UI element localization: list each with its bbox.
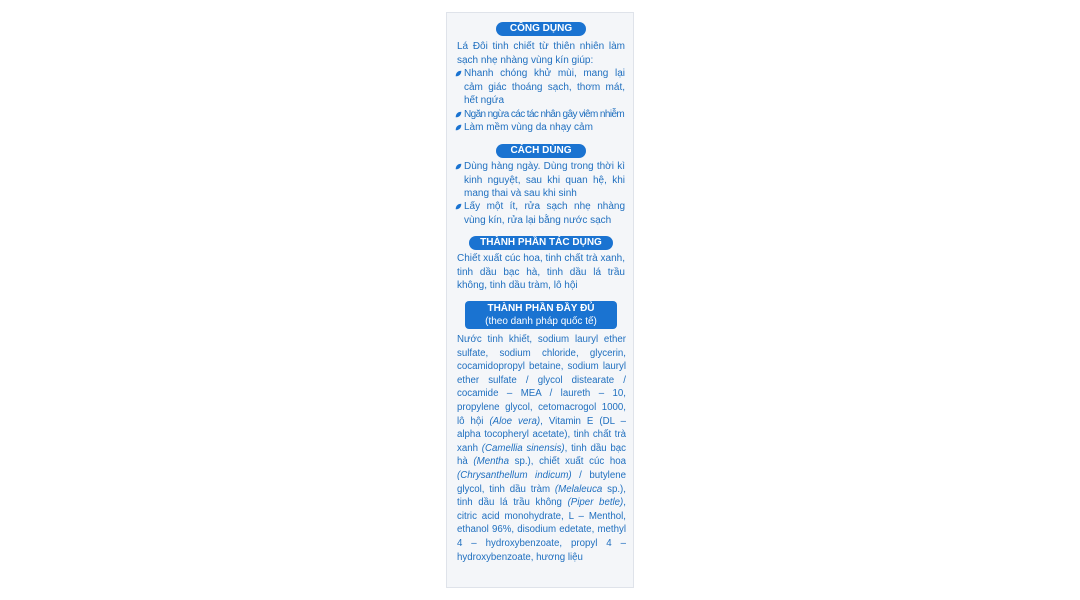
product-label-panel	[446, 12, 634, 588]
ingredient-latin: (Melaleuca	[554, 483, 603, 495]
cong-dung-bullet	[464, 121, 625, 135]
leaf-icon	[455, 163, 462, 170]
thanh-phan-day-du-text	[457, 333, 626, 564]
cong-dung-bullet-text: Nhanh chóng khử mùi, mang lại cảm giác thoáng sạch, thơm mát, hết ngứa	[464, 68, 625, 107]
cong-dung-intro: Lá Đôi tinh chiết từ thiên nhiên làm sạch nhẹ nhàng vùng kín giúp:	[457, 41, 625, 66]
heading-thanh-phan-day-du	[465, 301, 617, 329]
ingredient-latin: (Aloe vera)	[489, 415, 541, 427]
cong-dung-bullet	[464, 108, 634, 122]
ingredient-text: Nước tinh khiết, sodium lauryl ether sulfate, sodium chloride, glycerin, cocamidopropyl betaine, sodium lauryl ether sulfate / glycol distearate / cocamide – MEA / laureth – 10, propylene glycol, cetomacrogol 1000, lô hội	[457, 334, 626, 427]
ingredient-latin: (Mentha	[473, 456, 509, 468]
leaf-icon	[455, 111, 462, 118]
cong-dung-bullet	[464, 67, 625, 108]
heading-cong-dung: CÔNG DỤNG	[496, 22, 586, 36]
cach-dung-bullet-text: Dùng hàng ngày. Dùng trong thời kì kinh nguyệt, sau khi quan hệ, khi mang thai và sau khi sinh	[464, 161, 625, 200]
ingredient-text: , Vitamin E (DL – alpha tocopheryl acetate), tinh chất trà xanh	[457, 415, 627, 454]
ingredient-text: / butylene glycol, tinh dầu tràm	[457, 469, 627, 495]
thanh-phan-tac-dung-text: Chiết xuất cúc hoa, tinh chất trà xanh, tinh dầu bạc hà, tinh dầu lá trầu không, tinh dầu tràm, lô hội	[457, 253, 625, 292]
ingredient-latin: (Camellia sinensis)	[481, 442, 565, 454]
leaf-icon	[455, 70, 462, 77]
heading-thanh-phan-day-du-title: THÀNH PHẦN ĐẦY ĐỦ	[487, 303, 595, 314]
ingredient-latin: (Piper betle)	[567, 497, 624, 509]
cong-dung-bullet-text: Ngăn ngừa các tác nhân gây viêm nhiễm	[464, 109, 625, 120]
leaf-icon	[455, 203, 462, 210]
ingredient-text: , tinh dầu bạc hà	[457, 442, 626, 468]
cach-dung-bullet	[464, 160, 625, 201]
ingredient-text: , citric acid monohydrate, L – Menthol, ethanol 96%, disodium edetate, methyl 4 – hydroxybenzoate, propyl 4 – hydroxybenzoate, hương liệu	[457, 497, 626, 563]
heading-cach-dung: CÁCH DÙNG	[496, 144, 586, 158]
cach-dung-bullet	[464, 200, 625, 227]
ingredient-text: sp.), chiết xuất cúc hoa	[508, 456, 627, 468]
heading-thanh-phan-day-du-subtitle: (theo danh pháp quốc tế)	[485, 316, 597, 327]
heading-thanh-phan-tac-dung: THÀNH PHẦN TÁC DỤNG	[469, 236, 613, 250]
ingredient-latin: (Chrysanthellum indicum)	[457, 469, 572, 481]
ingredient-text: sp.), tinh dầu lá trầu không	[457, 483, 626, 509]
cach-dung-bullet-text: Lấy một ít, rửa sạch nhẹ nhàng vùng kín, rửa lại bằng nước sạch	[464, 201, 625, 226]
cong-dung-bullet-text: Làm mềm vùng da nhạy cảm	[464, 122, 593, 133]
leaf-icon	[455, 124, 462, 131]
